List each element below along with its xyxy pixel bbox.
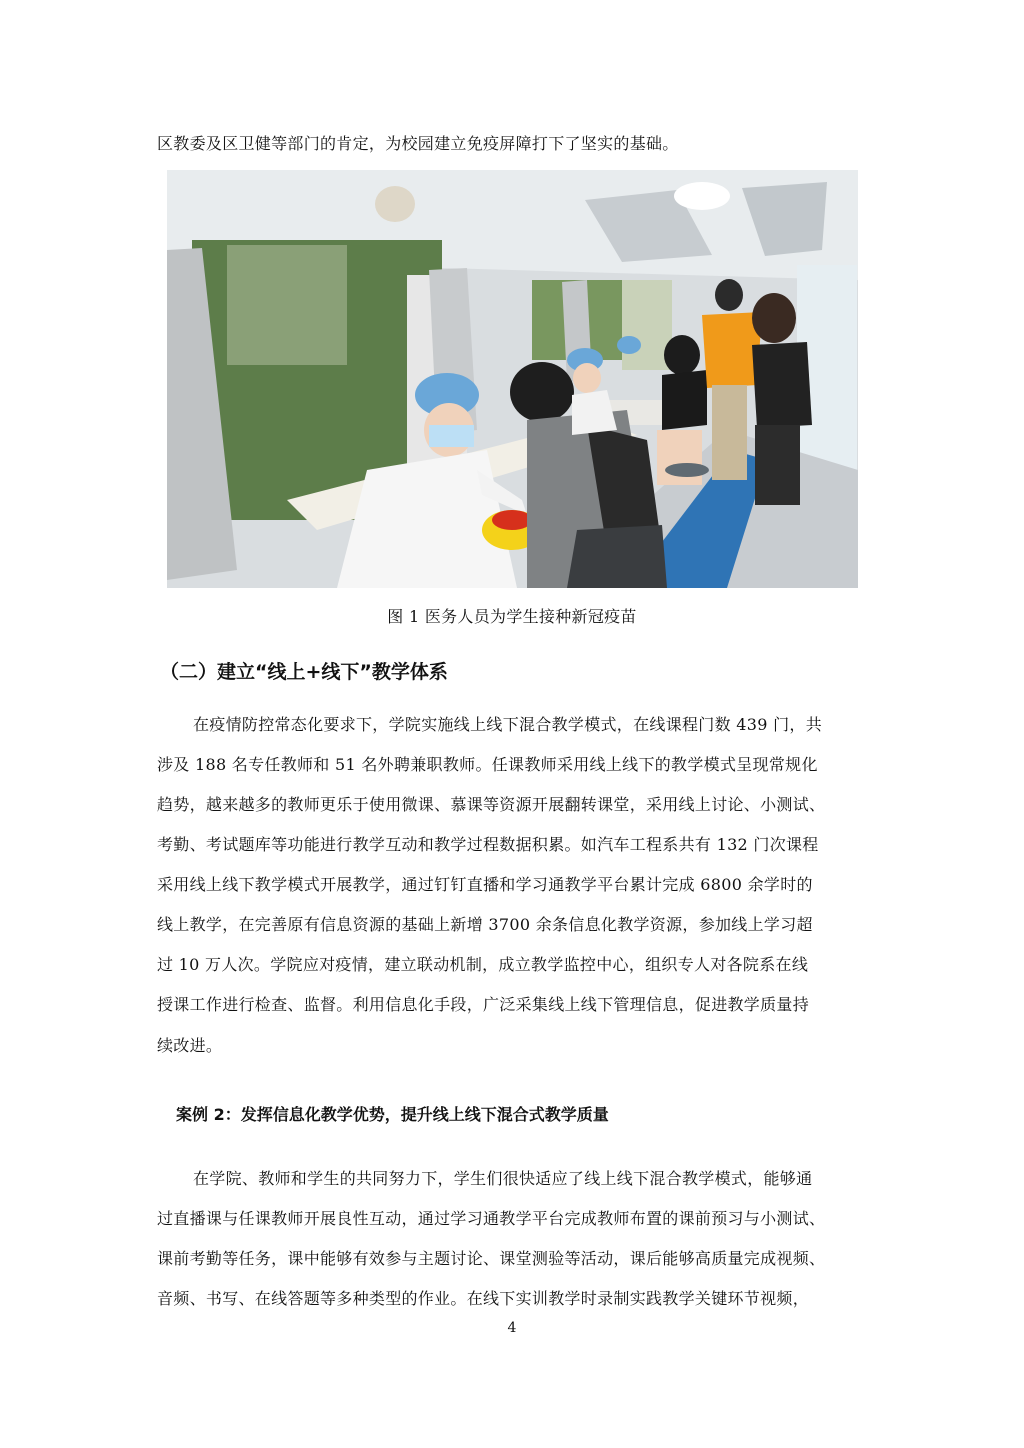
section-heading: （二）建立“线上+线下”教学体系 <box>160 661 448 683</box>
page-number: 4 <box>507 1320 517 1336</box>
paragraph-line: 授课工作进行检查、监督。利用信息化手段，广泛采集线上线下管理信息，促进教学质量持 <box>157 995 810 1014</box>
paragraph-line: 在疫情防控常态化要求下，学院实施线上线下混合教学模式，在线课程门数 439 门，共 <box>193 715 823 734</box>
case-paragraph-line: 过直播课与任课教师开展良性互动，通过学习通教学平台完成教师布置的课前预习与小测试、 <box>157 1209 826 1228</box>
case-heading: 案例 2：发挥信息化教学优势，提升线上线下混合式教学质量 <box>176 1105 609 1124</box>
paragraph-line: 线上教学，在完善原有信息资源的基础上新增 3700 余条信息化教学资源，参加线上学习超 <box>157 915 813 934</box>
vaccination-photo <box>167 170 858 588</box>
paragraph-line: 过 10 万人次。学院应对疫情，建立联动机制，成立教学监控中心，组织专人对各院系在线 <box>157 955 809 974</box>
intro-text-line: 区教委及区卫健等部门的肯定，为校园建立免疫屏障打下了坚实的基础。 <box>157 134 679 153</box>
case-paragraph-line: 课前考勤等任务，课中能够有效参与主题讨论、课堂测验等活动，课后能够高质量完成视频、 <box>157 1249 826 1268</box>
paragraph-line: 采用线上线下教学模式开展教学，通过钉钉直播和学习通教学平台累计完成 6800 余学时的 <box>157 875 813 894</box>
figure-caption: 图 1 医务人员为学生接种新冠疫苗 <box>387 607 637 626</box>
case-paragraph-line: 音频、书写、在线答题等多种类型的作业。在线下实训教学时录制实践教学关键环节视频， <box>157 1289 810 1308</box>
paragraph-line: 考勤、考试题库等功能进行教学互动和教学过程数据积累。如汽车工程系共有 132 门次课程 <box>157 835 819 854</box>
paragraph-line: 涉及 188 名专任教师和 51 名外聘兼职教师。任课教师采用线上线下的教学模式呈现常规化 <box>157 755 818 774</box>
paragraph-line: 趋势，越来越多的教师更乐于使用微课、慕课等资源开展翻转课堂，采用线上讨论、小测试、 <box>157 795 826 814</box>
paragraph-line: 续改进。 <box>157 1036 223 1055</box>
case-paragraph-line: 在学院、教师和学生的共同努力下，学生们很快适应了线上线下混合教学模式，能够通 <box>193 1169 813 1188</box>
